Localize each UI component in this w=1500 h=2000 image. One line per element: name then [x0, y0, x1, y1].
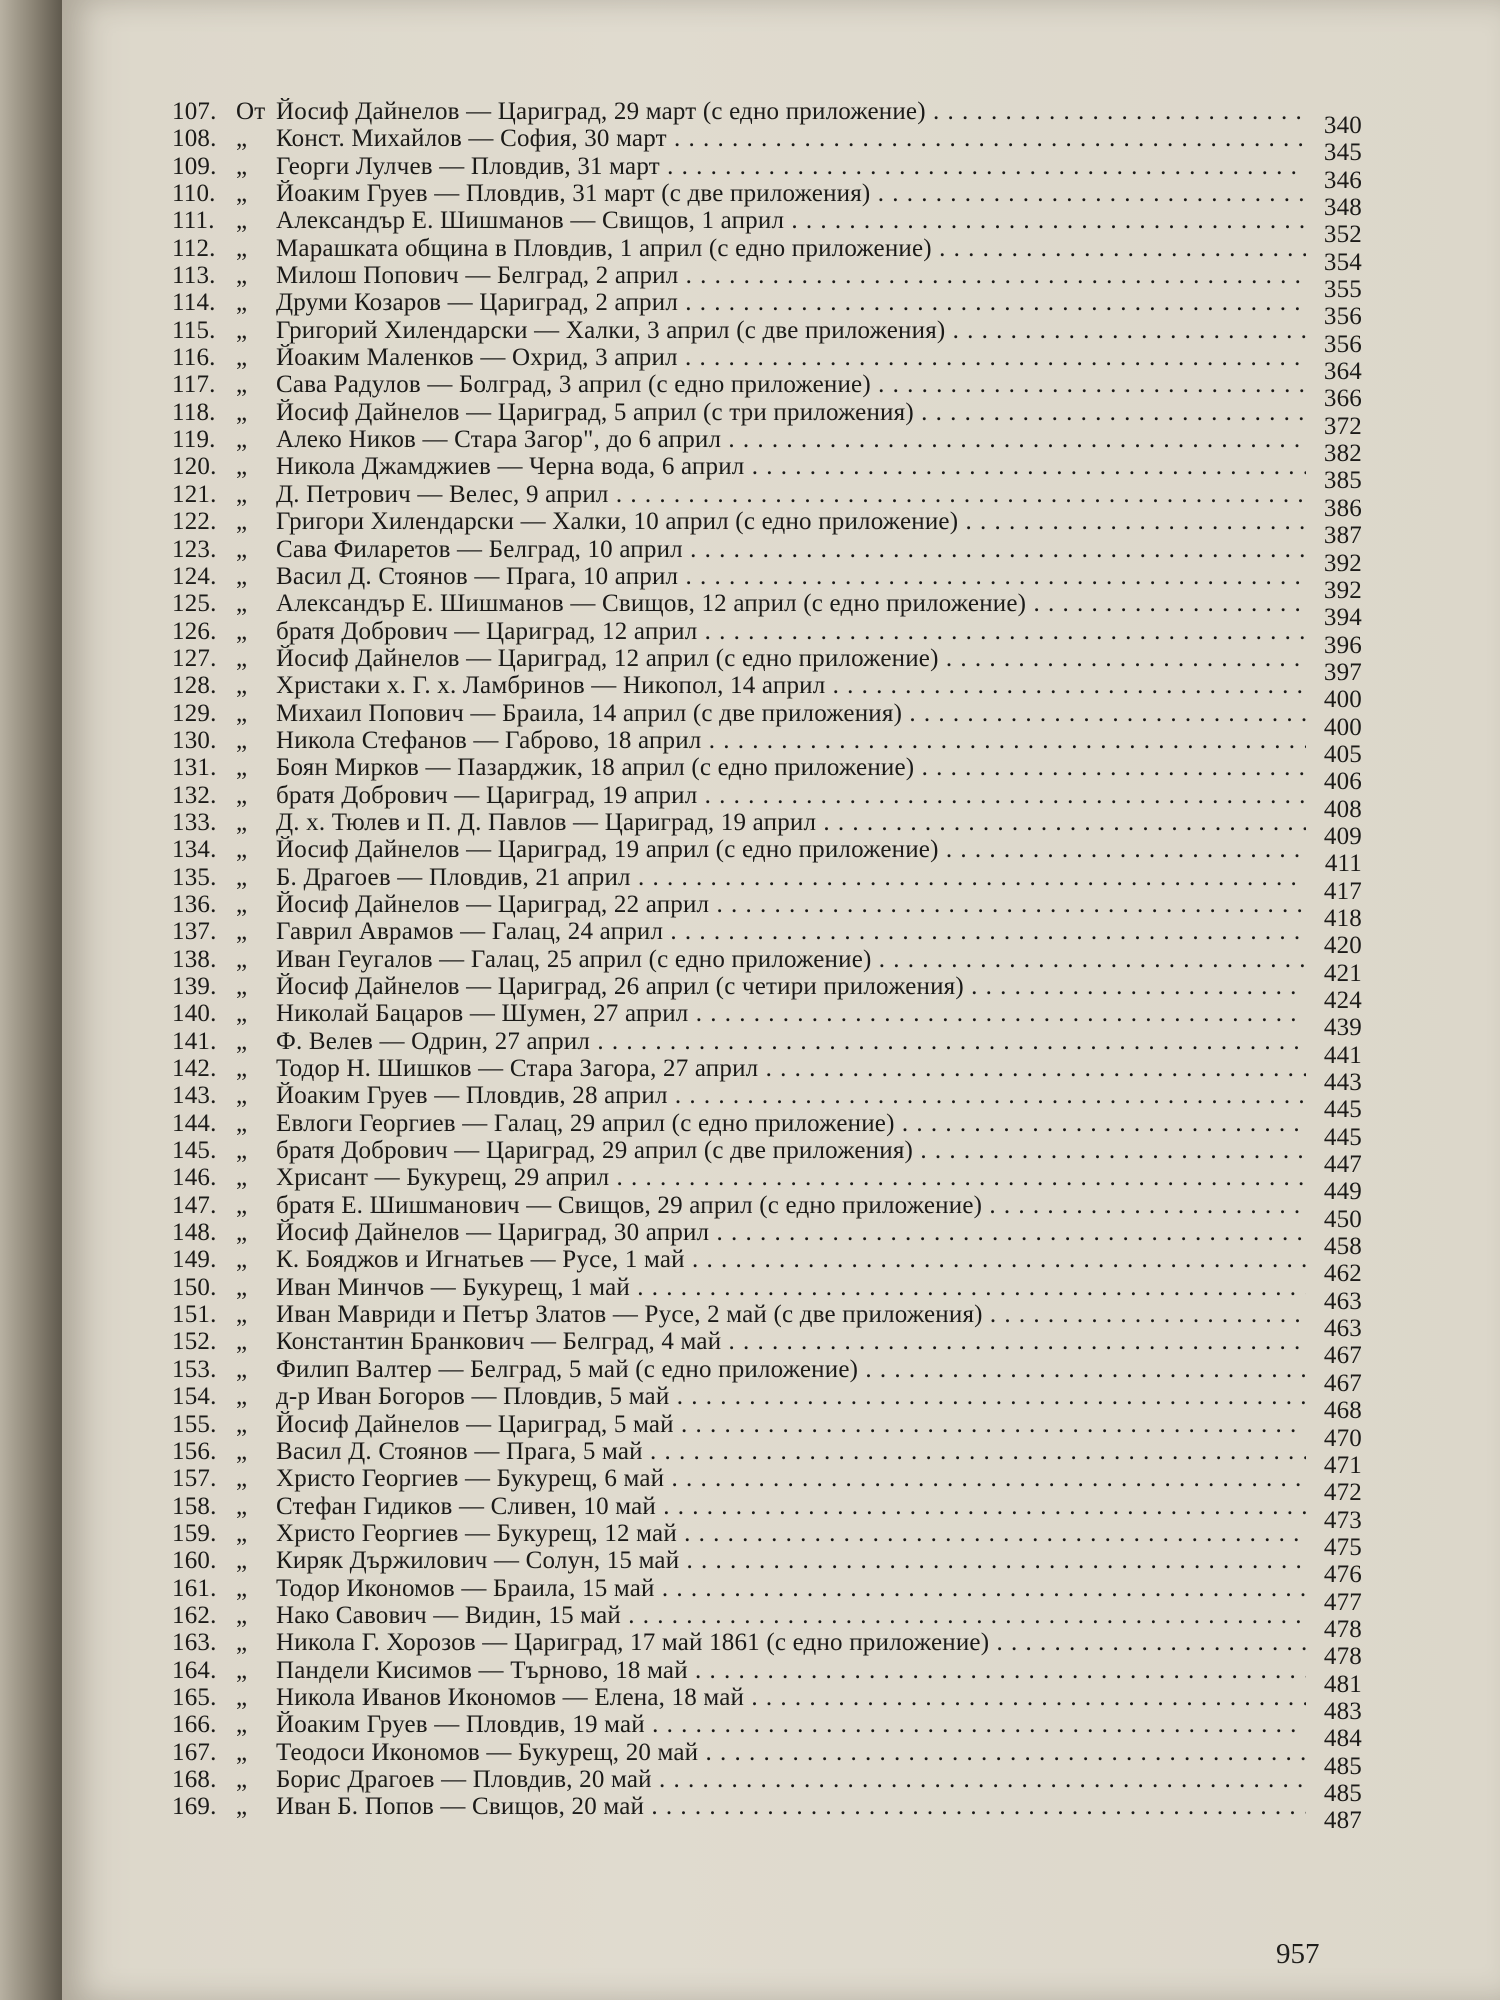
- entry-prefix: „: [236, 289, 248, 317]
- entry-page-number: 472: [1323, 1479, 1362, 1507]
- entry-prefix: „: [236, 152, 248, 180]
- entry-number: 108.: [172, 125, 217, 153]
- entry-title: Николай Бацаров — Шумен, 27 април . . .: [276, 1000, 1306, 1027]
- entry-page-number: 445: [1323, 1096, 1362, 1124]
- entry-title: Друми Козаров — Цариград, 2 април . . .: [276, 289, 1306, 316]
- entry-prefix: „: [236, 1301, 248, 1329]
- entry-prefix: „: [236, 1765, 248, 1793]
- entry-page-number: 439: [1323, 1014, 1362, 1042]
- entry-number: 143.: [172, 1082, 217, 1110]
- entry-title: д-р Иван Богоров — Пловдив, 5 май . . .: [276, 1383, 1306, 1410]
- entry-page-number: 364: [1323, 358, 1362, 386]
- entry-page-number: 366: [1323, 385, 1362, 413]
- entry-title: Конст. Михайлов — София, 30 март . . .: [276, 125, 1306, 152]
- entry-prefix: „: [236, 234, 248, 262]
- entry-title: Йосиф Дайнелов — Цариград, 5 май . . .: [276, 1411, 1306, 1438]
- entry-page-number: 478: [1323, 1643, 1362, 1671]
- entry-page-number: 470: [1323, 1424, 1362, 1452]
- table-of-contents: [172, 98, 1362, 1835]
- entry-number: 152.: [172, 1328, 217, 1356]
- entry-prefix: „: [236, 1793, 248, 1821]
- entry-title: Христаки х. Г. х. Ламбринов — Никопол, 14 април . . .: [276, 672, 1306, 699]
- entry-number: 157.: [172, 1465, 217, 1493]
- entry-page-number: 392: [1323, 576, 1362, 604]
- entry-prefix: „: [236, 1109, 248, 1137]
- entry-prefix: „: [236, 1629, 248, 1657]
- entry-page-number: 387: [1323, 522, 1362, 550]
- entry-title: Йоаким Груев — Пловдив, 28 април . . .: [276, 1082, 1306, 1109]
- entry-prefix: „: [236, 1683, 248, 1711]
- entry-prefix: „: [236, 1519, 248, 1547]
- entry-page-number: 478: [1323, 1615, 1362, 1643]
- entry-number: 110.: [172, 180, 216, 208]
- entry-number: 111.: [172, 207, 215, 235]
- entry-number: 158.: [172, 1492, 217, 1520]
- entry-prefix: „: [236, 508, 248, 536]
- entry-number: 112.: [172, 234, 216, 262]
- entry-title: Йосиф Дайнелов — Цариград, 30 април . . .: [276, 1219, 1306, 1246]
- entry-number: 138.: [172, 945, 217, 973]
- entry-title: Пандели Кисимов — Търново, 18 май . . .: [276, 1657, 1306, 1684]
- entry-prefix: „: [236, 1000, 248, 1028]
- entry-prefix: „: [236, 973, 248, 1000]
- entry-page-number: 382: [1323, 440, 1362, 468]
- entry-title: Д. Петрович — Велес, 9 април . . .: [276, 481, 1306, 508]
- entry-prefix: „: [236, 1137, 248, 1165]
- entry-number: 129.: [172, 699, 217, 727]
- entry-prefix: „: [236, 590, 248, 618]
- entry-number: 141.: [172, 1027, 217, 1055]
- entry-number: 132.: [172, 781, 217, 809]
- entry-page-number: 450: [1323, 1205, 1362, 1233]
- entry-number: 160.: [172, 1547, 217, 1575]
- entry-prefix: „: [236, 1355, 248, 1383]
- entry-page-number: 345: [1323, 139, 1362, 167]
- entry-page-number: 467: [1323, 1342, 1362, 1370]
- entry-prefix: „: [236, 918, 248, 946]
- entry-page-number: 475: [1323, 1533, 1362, 1561]
- entry-title: братя Добрович — Цариград, 12 април . . .: [276, 618, 1306, 645]
- entry-prefix: „: [236, 644, 248, 672]
- entry-prefix: „: [236, 617, 248, 645]
- entry-prefix: „: [236, 1492, 248, 1520]
- entry-title: Йосиф Дайнелов — Цариград, 26 април (с четири приложения) . . .: [276, 973, 1306, 1000]
- entry-prefix: „: [236, 781, 248, 809]
- entry-title: Никола Иванов Икономов — Елена, 18 май . . .: [276, 1684, 1306, 1711]
- entry-title: Никола Джамджиев — Черна вода, 6 април . . .: [276, 453, 1306, 480]
- entry-number: 139.: [172, 973, 217, 1000]
- toc-entry: [172, 1793, 1362, 1835]
- entry-title: Киряк Държилович — Солун, 15 май . . .: [276, 1547, 1306, 1574]
- entry-page-number: 421: [1323, 959, 1362, 987]
- entry-number: 161.: [172, 1574, 217, 1602]
- entry-number: 135.: [172, 863, 217, 891]
- entry-number: 163.: [172, 1629, 217, 1657]
- entry-title: Стефан Гидиков — Сливен, 10 май . . .: [276, 1493, 1306, 1520]
- entry-page-number: 418: [1323, 904, 1362, 932]
- entry-number: 130.: [172, 726, 217, 754]
- entry-prefix: „: [236, 316, 248, 344]
- entry-number: 133.: [172, 808, 217, 836]
- entry-number: 115.: [172, 316, 216, 344]
- entry-prefix: „: [236, 207, 248, 235]
- entry-prefix: „: [236, 699, 248, 727]
- entry-prefix: „: [236, 1383, 248, 1411]
- entry-number: 134.: [172, 836, 217, 864]
- entry-prefix: „: [236, 1437, 248, 1465]
- entry-number: 168.: [172, 1765, 217, 1793]
- entry-number: 117.: [172, 371, 216, 399]
- entry-title: Марашката община в Пловдив, 1 април (с едно приложение) . . .: [276, 235, 1306, 262]
- entry-prefix: „: [236, 945, 248, 973]
- entry-page-number: 473: [1323, 1506, 1362, 1534]
- entry-page-number: 409: [1323, 822, 1362, 850]
- entry-page-number: 411: [1324, 850, 1362, 878]
- entry-page-number: 394: [1323, 604, 1362, 632]
- entry-page-number: 420: [1323, 932, 1362, 960]
- entry-title: Ф. Велев — Одрин, 27 април . . .: [276, 1028, 1306, 1055]
- entry-prefix: „: [236, 836, 248, 864]
- entry-title: Никола Стефанов — Габрово, 18 април . . .: [276, 727, 1306, 754]
- entry-title: Христо Георгиев — Букурещ, 6 май . . .: [276, 1465, 1306, 1492]
- entry-page-number: 352: [1323, 221, 1362, 249]
- entry-prefix: „: [236, 1711, 248, 1739]
- entry-prefix: „: [236, 1082, 248, 1110]
- entry-title: Григорий Хилендарски — Халки, 3 април (с две приложения) . . .: [276, 317, 1306, 344]
- entry-number: 114.: [172, 289, 216, 317]
- entry-number: 121.: [172, 480, 217, 508]
- entry-number: 113.: [172, 262, 216, 290]
- entry-page-number: 481: [1323, 1670, 1362, 1698]
- entry-page-number: 424: [1323, 987, 1362, 1014]
- entry-page-number: 463: [1323, 1315, 1362, 1343]
- entry-page-number: 417: [1323, 877, 1362, 905]
- entry-prefix: „: [236, 1574, 248, 1602]
- entry-title: Тодор Икономов — Браила, 15 май . . .: [276, 1575, 1306, 1602]
- entry-number: 166.: [172, 1711, 217, 1739]
- entry-title: Сава Филаретов — Белград, 10 април . . .: [276, 536, 1306, 563]
- entry-title: братя Е. Шишманович — Свищов, 29 април (с едно приложение) . . .: [276, 1192, 1306, 1219]
- entry-page-number: 386: [1323, 494, 1362, 522]
- entry-page-number: 372: [1323, 412, 1362, 440]
- entry-page-number: 443: [1323, 1069, 1362, 1097]
- entry-prefix: „: [236, 1273, 248, 1301]
- entry-number: 165.: [172, 1683, 217, 1711]
- entry-number: 164.: [172, 1656, 217, 1684]
- entry-page-number: 348: [1323, 194, 1362, 222]
- entry-prefix: „: [236, 562, 248, 590]
- entry-prefix: „: [236, 1191, 248, 1219]
- entry-page-number: 463: [1323, 1287, 1362, 1315]
- entry-title: Сава Радулов — Болград, 3 април (с едно приложение) . . .: [276, 371, 1306, 398]
- entry-title: Александър Е. Шишманов — Свищов, 1 април . . .: [276, 207, 1306, 234]
- entry-prefix: „: [236, 453, 248, 481]
- entry-number: 124.: [172, 562, 217, 590]
- entry-title: Боян Мирков — Пазарджик, 18 април (с едно приложение) . . .: [276, 754, 1306, 781]
- entry-title: Алеко Ников — Стара Загор", до 6 април . . .: [276, 426, 1306, 453]
- entry-title: К. Бояджов и Игнатьев — Русе, 1 май . . .: [276, 1246, 1306, 1273]
- entry-page-number: 487: [1323, 1807, 1362, 1835]
- entry-page-number: 485: [1323, 1779, 1362, 1807]
- entry-page-number: 471: [1323, 1451, 1362, 1479]
- entry-prefix: „: [236, 1410, 248, 1438]
- entry-prefix: „: [236, 1601, 248, 1629]
- entry-title: Евлоги Георгиев — Галац, 29 април (с едно приложение) . . .: [276, 1110, 1306, 1137]
- entry-number: 148.: [172, 1219, 217, 1247]
- entry-title: Нако Савович — Видин, 15 май . . .: [276, 1602, 1306, 1629]
- entry-prefix: „: [236, 426, 248, 454]
- entry-page-number: 356: [1323, 330, 1362, 358]
- entry-title: Йоаким Груев — Пловдив, 31 март (с две приложения) . . .: [276, 180, 1306, 207]
- entry-prefix: „: [236, 1164, 248, 1192]
- entry-title: Христо Георгиев — Букурещ, 12 май . . .: [276, 1520, 1306, 1547]
- entry-page-number: 447: [1323, 1151, 1362, 1179]
- entry-prefix: „: [236, 672, 248, 700]
- entry-prefix: „: [236, 754, 248, 782]
- entry-prefix: „: [236, 398, 248, 426]
- entry-prefix: „: [236, 1547, 248, 1575]
- entry-title: Иван Мавриди и Петър Златов — Русе, 2 май (с две приложения) . . .: [276, 1301, 1306, 1328]
- entry-prefix: „: [236, 863, 248, 891]
- entry-number: 155.: [172, 1410, 217, 1438]
- entry-number: 137.: [172, 918, 217, 946]
- entry-title: Йосиф Дайнелов — Цариград, 5 април (с три приложения) . . .: [276, 399, 1306, 426]
- entry-number: 109.: [172, 152, 217, 180]
- entry-number: 150.: [172, 1273, 217, 1301]
- entry-page-number: 458: [1323, 1233, 1362, 1261]
- entry-number: 153.: [172, 1355, 217, 1383]
- entry-title: Йосиф Дайнелов — Цариград, 29 март (с едно приложение) . . .: [276, 98, 1306, 125]
- entry-page-number: 485: [1323, 1752, 1362, 1780]
- entry-page-number: 397: [1323, 658, 1362, 686]
- entry-page-number: 385: [1323, 467, 1362, 495]
- entry-page-number: 477: [1323, 1588, 1362, 1616]
- entry-number: 120.: [172, 453, 217, 481]
- entry-title: Филип Валтер — Белград, 5 май (с едно приложение) . . .: [276, 1356, 1306, 1383]
- entry-prefix: „: [236, 180, 248, 208]
- entry-title: Константин Бранкович — Белград, 4 май . . .: [276, 1328, 1306, 1355]
- entry-page-number: 408: [1323, 795, 1362, 823]
- entry-prefix: „: [236, 371, 248, 399]
- entry-page-number: 406: [1323, 768, 1362, 796]
- entry-title: Теодоси Икономов — Букурещ, 20 май . . .: [276, 1739, 1306, 1766]
- entry-title: Иван Б. Попов — Свищов, 20 май . . .: [276, 1793, 1306, 1820]
- entry-prefix: „: [236, 344, 248, 372]
- entry-page-number: 396: [1323, 631, 1362, 659]
- entry-page-number: 392: [1323, 549, 1362, 577]
- entry-prefix: „: [236, 535, 248, 563]
- entry-number: 156.: [172, 1437, 217, 1465]
- entry-page-number: 476: [1323, 1561, 1362, 1589]
- entry-title: Хрисант — Букурещ, 29 април . . .: [276, 1164, 1306, 1191]
- entry-number: 136.: [172, 890, 217, 918]
- entry-number: 167.: [172, 1738, 217, 1766]
- book-gutter: [0, 0, 62, 2000]
- entry-title: братя Добрович — Цариград, 19 април . . .: [276, 782, 1306, 809]
- entry-title: Васил Д. Стоянов — Прага, 5 май . . .: [276, 1438, 1306, 1465]
- entry-number: 116.: [172, 344, 216, 372]
- entry-title: Б. Драгоев — Пловдив, 21 април . . .: [276, 864, 1306, 891]
- entry-number: 145.: [172, 1137, 217, 1165]
- entry-page-number: 346: [1323, 166, 1362, 194]
- entry-number: 118.: [172, 398, 216, 426]
- entry-page-number: 468: [1323, 1397, 1362, 1425]
- entry-title: Гаврил Аврамов — Галац, 24 април . . .: [276, 918, 1306, 945]
- entry-number: 159.: [172, 1519, 217, 1547]
- entry-title: Иван Минчов — Букурещ, 1 май . . .: [276, 1274, 1306, 1301]
- entry-page-number: 405: [1323, 740, 1362, 768]
- entry-title: Никола Г. Хорозов — Цариград, 17 май 1861 (с едно приложение) . . .: [276, 1629, 1306, 1656]
- entry-title: Йосиф Дайнелов — Цариград, 22 април . . .: [276, 891, 1306, 918]
- entry-number: 123.: [172, 535, 217, 563]
- entry-number: 146.: [172, 1164, 217, 1192]
- entry-prefix: „: [236, 1055, 248, 1083]
- entry-number: 119.: [172, 426, 216, 454]
- entry-number: 154.: [172, 1383, 217, 1411]
- entry-number: 126.: [172, 617, 217, 645]
- entry-prefix: „: [236, 1027, 248, 1055]
- entry-title: Йосиф Дайнелов — Цариград, 19 април (с едно приложение) . . .: [276, 836, 1306, 863]
- entry-number: 142.: [172, 1055, 217, 1083]
- entry-title: Д. х. Тюлев и П. Д. Павлов — Цариград, 19 април . . .: [276, 809, 1306, 836]
- entry-prefix: От: [236, 98, 266, 125]
- entry-number: 149.: [172, 1246, 217, 1274]
- entry-page-number: 462: [1323, 1260, 1362, 1288]
- entry-number: 131.: [172, 754, 217, 782]
- entry-page-number: 356: [1323, 303, 1362, 331]
- entry-prefix: „: [236, 480, 248, 508]
- entry-page-number: 445: [1323, 1123, 1362, 1151]
- entry-page-number: 355: [1323, 276, 1362, 304]
- entry-page-number: 467: [1323, 1369, 1362, 1397]
- entry-prefix: „: [236, 125, 248, 153]
- entry-number: 147.: [172, 1191, 217, 1219]
- entry-title: Тодор Н. Шишков — Стара Загора, 27 април . . .: [276, 1055, 1306, 1082]
- entry-number: 144.: [172, 1109, 217, 1137]
- entry-prefix: „: [236, 1738, 248, 1766]
- entry-title: Йосиф Дайнелов — Цариград, 12 април (с едно приложение) . . .: [276, 645, 1306, 672]
- entry-page-number: 484: [1323, 1725, 1362, 1753]
- entry-title: Милош Попович — Белград, 2 април . . .: [276, 262, 1306, 289]
- entry-number: 162.: [172, 1601, 217, 1629]
- entry-number: 107.: [172, 98, 217, 125]
- entry-page-number: 400: [1323, 686, 1362, 714]
- entry-page-number: 483: [1323, 1697, 1362, 1725]
- entry-number: 140.: [172, 1000, 217, 1028]
- entry-number: 127.: [172, 644, 217, 672]
- entry-prefix: „: [236, 1465, 248, 1493]
- entry-page-number: 354: [1323, 248, 1362, 276]
- entry-page-number: 449: [1323, 1178, 1362, 1206]
- entry-title: Михаил Попович — Браила, 14 април (с две приложения) . . .: [276, 700, 1306, 727]
- entry-prefix: „: [236, 1328, 248, 1356]
- entry-prefix: „: [236, 262, 248, 290]
- entry-title: Григори Хилендарски — Халки, 10 април (с едно приложение) . . .: [276, 508, 1306, 535]
- entry-prefix: „: [236, 808, 248, 836]
- entry-title: Йоаким Груев — Пловдив, 19 май . . .: [276, 1711, 1306, 1738]
- entry-title: Георги Лулчев — Пловдив, 31 март . . .: [276, 153, 1306, 180]
- entry-number: 151.: [172, 1301, 217, 1329]
- entry-number: 122.: [172, 508, 217, 536]
- entry-title: Борис Драгоев — Пловдив, 20 май . . .: [276, 1766, 1306, 1793]
- entry-number: 169.: [172, 1793, 217, 1821]
- entry-prefix: „: [236, 726, 248, 754]
- entry-number: 128.: [172, 672, 217, 700]
- entry-page-number: 441: [1323, 1041, 1362, 1069]
- page-number: 957: [1276, 1938, 1320, 1970]
- entry-prefix: „: [236, 1656, 248, 1684]
- entry-title: Иван Геугалов — Галац, 25 април (с едно приложение) . . .: [276, 946, 1306, 973]
- entry-title: Йоаким Маленков — Охрид, 3 април . . .: [276, 344, 1306, 371]
- entry-prefix: „: [236, 890, 248, 918]
- entry-prefix: „: [236, 1219, 248, 1247]
- entry-title: Васил Д. Стоянов — Прага, 10 април . . .: [276, 563, 1306, 590]
- entry-number: 125.: [172, 590, 217, 618]
- entry-page-number: 400: [1323, 713, 1362, 741]
- entry-prefix: „: [236, 1246, 248, 1274]
- entry-title: братя Добрович — Цариград, 29 април (с две приложения) . . .: [276, 1137, 1306, 1164]
- entry-page-number: 340: [1323, 112, 1362, 139]
- entry-title: Александър Е. Шишманов — Свищов, 12 април (с едно приложение) . . .: [276, 590, 1306, 617]
